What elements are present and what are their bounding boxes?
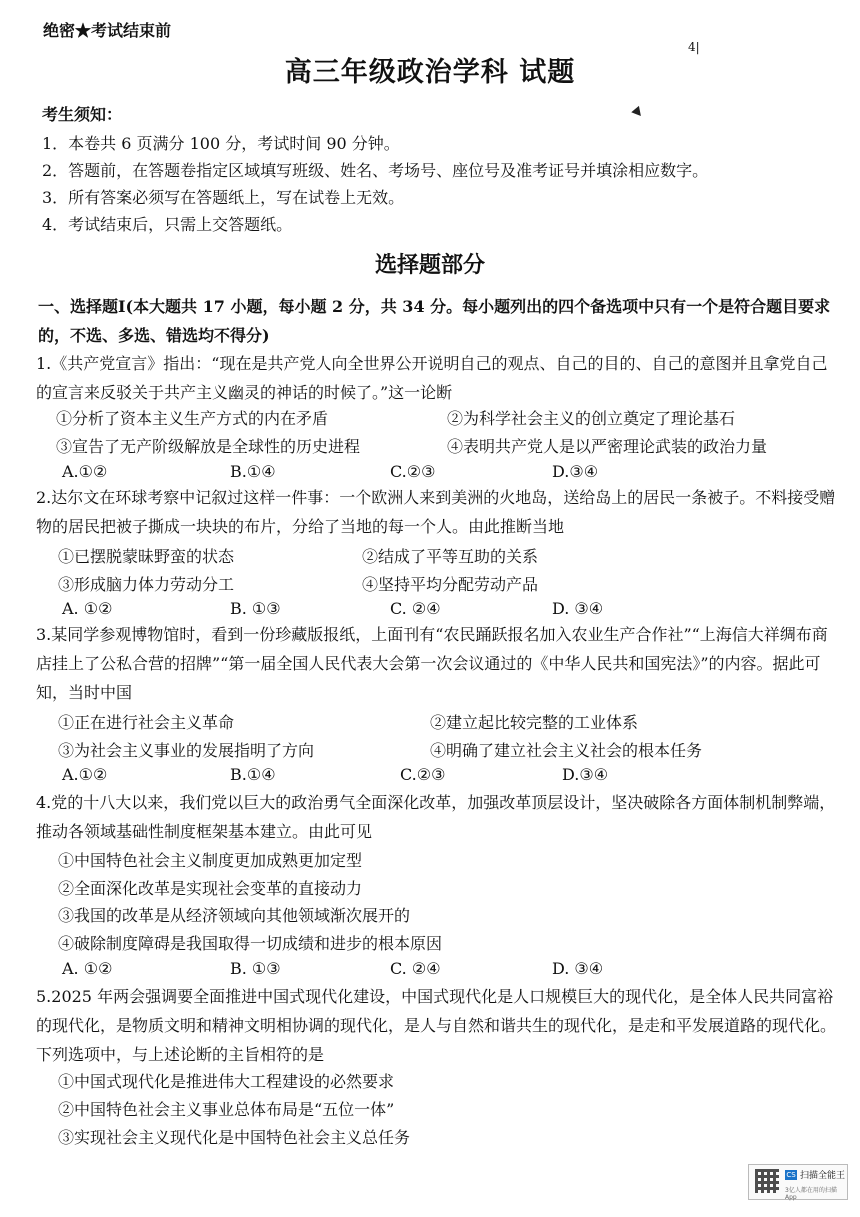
camscanner-logo-icon: CS xyxy=(786,1171,796,1179)
q3-answer-b: B.①④ xyxy=(230,765,276,784)
cursor-arrow-icon xyxy=(631,106,644,119)
q2-answer-b: B. ①③ xyxy=(230,599,281,618)
q4-answer-a: A. ①② xyxy=(62,959,113,978)
q2-option-4: ④坚持平均分配劳动产品 xyxy=(362,575,539,594)
q4-option-1: ①中国特色社会主义制度更加成熟更加定型 xyxy=(58,851,363,870)
notice-item: 2．答题前，在答题卷指定区域填写班级、姓名、考场号、座位号及准考证号并填涂相应数字。 xyxy=(42,161,709,180)
notice-heading: 考生须知： xyxy=(42,105,123,124)
q2-answer-d: D. ③④ xyxy=(552,599,604,618)
q3-answer-c: C.②③ xyxy=(400,765,446,784)
q1-option-2: ②为科学社会主义的创立奠定了理论基石 xyxy=(447,409,736,428)
q4-option-3: ③我国的改革是从经济领域向其他领域渐次展开的 xyxy=(58,906,411,925)
notice-item: 4．考试结束后，只需上交答题纸。 xyxy=(42,215,293,234)
q4-answer-b: B. ①③ xyxy=(230,959,281,978)
corner-mark: 4| xyxy=(688,40,700,54)
q3-answer-a: A.①② xyxy=(62,765,108,784)
q3-option-2: ②建立起比较完整的工业体系 xyxy=(430,713,639,732)
q1-option-4: ④表明共产党人是以严密理论武装的政治力量 xyxy=(447,437,768,456)
q4-option-4: ④破除制度障碍是我国取得一切成绩和进步的根本原因 xyxy=(58,934,443,953)
q2-answer-c: C. ②④ xyxy=(390,599,441,618)
q3-option-3: ③为社会主义事业的发展指明了方向 xyxy=(58,741,315,760)
part-heading: 一、选择题Ⅰ(本大题共 17 小题，每小题 2 分，共 34 分。每小题列出的四个备选项中只有一个是符合题目要求的，不选、多选、错选均不得分) xyxy=(38,297,831,345)
section-title: 选择题部分 xyxy=(374,252,485,278)
scanner-badge xyxy=(748,1164,848,1200)
q2-answer-a: A. ①② xyxy=(62,599,113,618)
q1-option-3: ③宣告了无产阶级解放是全球性的历史进程 xyxy=(56,437,361,456)
q1-option-1: ①分析了资本主义生产方式的内在矛盾 xyxy=(56,409,329,428)
q3-option-4: ④明确了建立社会主义社会的根本任务 xyxy=(430,741,703,760)
confidential-label: 绝密★考试结束前 xyxy=(43,21,172,40)
scanner-name: 扫描全能王 xyxy=(800,1171,846,1181)
notice-item: 1．本卷共 6 页满分 100 分，考试时间 90 分钟。 xyxy=(42,134,400,153)
q2-option-3: ③形成脑力体力劳动分工 xyxy=(58,575,235,594)
q5-option-3: ③实现社会主义现代化是中国特色社会主义总任务 xyxy=(58,1128,411,1147)
notice-item: 3．所有答案必须写在答题纸上，写在试卷上无效。 xyxy=(42,188,405,207)
scanner-subtitle: 3亿人都在用的扫描App xyxy=(785,1187,837,1201)
q5-option-2: ②中国特色社会主义事业总体布局是“五位一体” xyxy=(58,1100,395,1119)
q1-answer-d: D.③④ xyxy=(552,462,599,481)
exam-title: 高三年级政治学科 试题 xyxy=(284,57,576,88)
q4-answer-c: C. ②④ xyxy=(390,959,441,978)
q4-option-2: ②全面深化改革是实现社会变革的直接动力 xyxy=(58,879,363,898)
q1-answer-b: B.①④ xyxy=(230,462,276,481)
q3-answer-d: D.③④ xyxy=(562,765,609,784)
q1-answer-a: A.①② xyxy=(62,462,108,481)
question-3-stem: 3.某同学参观博物馆时，看到一份珍藏版报纸，上面刊有“农民踊跃报名加入农业生产合作社”“上海信大祥绸布商店挂上了公私合营的招牌”“第一届全国人民代表大会第一次会议通过的《中华人民共和国宪法》”的内容。据此可知，当时中国 xyxy=(36,625,828,702)
q2-option-1: ①已摆脱蒙昧野蛮的状态 xyxy=(58,547,235,566)
question-4-stem: 4.党的十八大以来，我们党以巨大的政治勇气全面深化改革，加强改革顶层设计，坚决破除各方面体制机制弊端，推动各领域基础性制度框架基本建立。由此可见 xyxy=(36,793,836,841)
q1-answer-c: C.②③ xyxy=(390,462,436,481)
q5-option-1: ①中国式现代化是推进伟大工程建设的必然要求 xyxy=(58,1072,395,1091)
q4-answer-d: D. ③④ xyxy=(552,959,604,978)
question-1-stem: 1.《共产党宣言》指出：“现在是共产党人向全世界公开说明自己的观点、自己的目的、自己的意图并且拿党自己的宣言来反驳关于共产主义幽灵的神话的时候了。”这一论断 xyxy=(36,354,828,402)
q2-option-2: ②结成了平等互助的关系 xyxy=(362,547,539,566)
question-2-stem: 2.达尔文在环球考察中记叙过这样一件事：一个欧洲人来到美洲的火地岛，送给岛上的居民一条被子。不料接受赠物的居民把被子撕成一块块的布片，分给了当地的每一个人。由此推断当地 xyxy=(36,488,836,536)
q3-option-1: ①正在进行社会主义革命 xyxy=(58,713,235,732)
qr-code-icon xyxy=(755,1169,779,1193)
question-5-stem: 5.2025 年两会强调要全面推进中国式现代化建设，中国式现代化是人口规模巨大的现代化，是全体人民共同富裕的现代化，是物质文明和精神文明相协调的现代化，是人与自然和谐共生的现代化，是走和平发展道路的现代化。下列选项中，与上述论断的主旨相符的是 xyxy=(36,987,837,1064)
